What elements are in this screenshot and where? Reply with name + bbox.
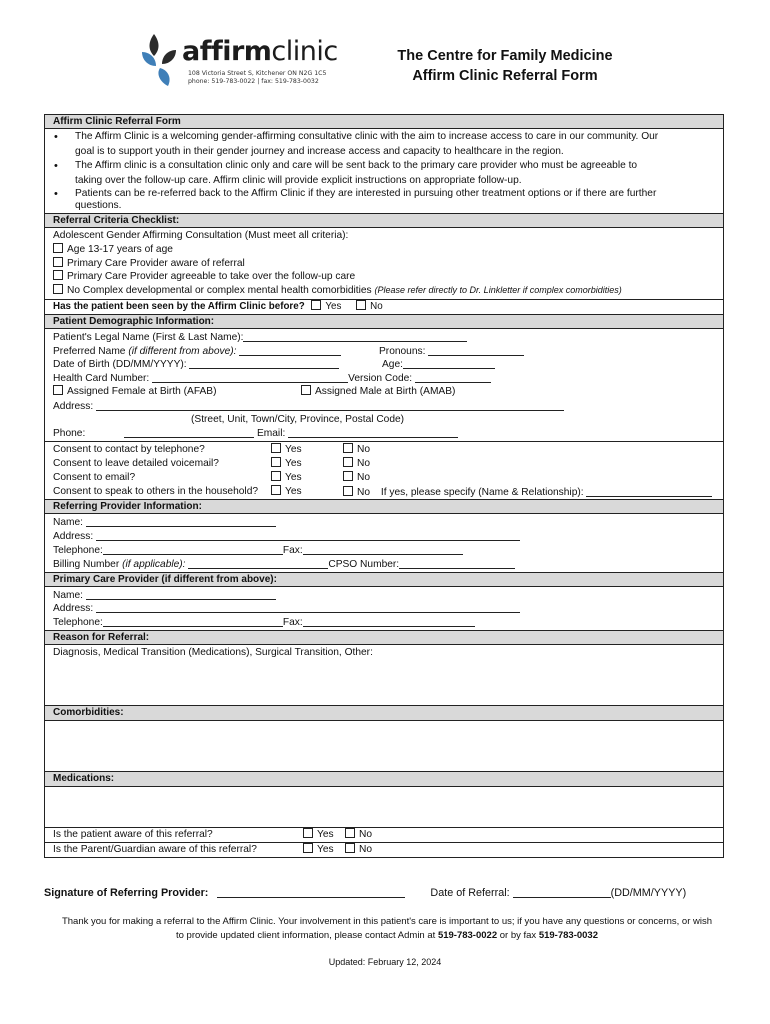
primary-care-heading: Primary Care Provider (if different from above): — [45, 573, 723, 587]
list-item: • Patients can be re-referred back to the Affirm Clinic if they are interested in pursuing other treatment options or if there are further questions. — [69, 188, 715, 212]
criteria-heading: Referral Criteria Checklist: — [45, 214, 723, 228]
address-hint: (Street, Unit, Town/City, Province, Postal Code) — [191, 413, 405, 425]
no-label: No — [359, 843, 373, 855]
comorbidities-section — [44, 705, 724, 771]
seen-before-yes-checkbox[interactable] — [311, 300, 321, 310]
yes-label: Yes — [285, 485, 302, 497]
consent-telephone-label: Consent to contact by telephone? — [53, 444, 205, 456]
no-label: No — [357, 444, 371, 456]
version-code-field[interactable] — [415, 371, 491, 383]
logo-address: 108 Victoria Street S, Kitchener ON N2G 1C5 phone: 519-783-0022 | fax: 519-783-0032 — [188, 70, 327, 85]
primary-address-field[interactable] — [96, 601, 520, 613]
patient-aware-no-checkbox[interactable] — [345, 828, 355, 838]
dob-field[interactable] — [189, 357, 339, 369]
primary-fax-label: Fax: — [282, 617, 303, 629]
pronouns-field[interactable] — [428, 344, 524, 356]
consent-household-no-checkbox[interactable] — [343, 486, 353, 496]
patient-email-field[interactable] — [288, 426, 458, 438]
amab-checkbox[interactable] — [301, 385, 311, 395]
signature-row — [44, 886, 744, 899]
referral-date-field[interactable] — [513, 886, 611, 898]
health-card-label: Health Card Number: — [53, 373, 150, 385]
medications-section — [44, 771, 724, 827]
afab-label: Assigned Female at Birth (AFAB) — [67, 385, 217, 397]
yes-label: Yes — [285, 471, 302, 483]
age-label: Age: — [382, 359, 403, 371]
primary-name-label: Name: — [53, 589, 84, 601]
consent-section — [44, 441, 724, 499]
reason-text-area[interactable] — [45, 645, 723, 705]
medications-text-area[interactable] — [45, 787, 723, 827]
referring-fax-field[interactable] — [303, 543, 463, 555]
referring-telephone-label: Telephone: — [53, 544, 103, 556]
no-comorbidities-label: No Complex developmental or complex mental health comorbidities — [67, 285, 372, 297]
comorbidities-text-area[interactable] — [45, 721, 723, 771]
afab-checkbox[interactable] — [53, 385, 63, 395]
referring-address-label: Address: — [53, 531, 94, 543]
referring-telephone-field[interactable] — [103, 543, 283, 555]
health-card-field[interactable] — [152, 371, 348, 383]
pcp-agreeable-checkbox[interactable] — [53, 270, 63, 280]
referring-name-label: Name: — [53, 517, 84, 529]
yes-label: Yes — [285, 444, 302, 456]
date-format-hint: (DD/MM/YYYY) — [610, 887, 687, 899]
billing-number-field[interactable] — [188, 557, 328, 569]
criteria-intro: Adolescent Gender Affirming Consultation (Must meet all criteria): — [53, 230, 349, 241]
logo-wordmark: affirmclinic — [182, 36, 338, 67]
thank-you-note: Thank you for making a referral to the Affirm Clinic. Your involvement in this patient's care is important to us; if you have any questions or concerns, or wish to provide updated client information, please contact Admin at 519-783-0022 or by fax 519-783-0032 — [61, 916, 713, 941]
intro-heading: Affirm Clinic Referral Form — [45, 115, 723, 129]
dob-label: Date of Birth (DD/MM/YYYY): — [53, 359, 187, 371]
yes-label: Yes — [317, 828, 334, 840]
seen-before-section — [44, 299, 724, 314]
list-item: • The Affirm Clinic is a welcoming gender-affirming consultative clinic with the aim to increase access to care in our community. Our goal is to support youth in their gender journey and increase access and capacity to healthcare in the region. — [69, 130, 715, 159]
referring-fax-label: Fax: — [282, 544, 303, 556]
patient-phone-label: Phone: — [53, 428, 86, 440]
age-criterion-label: Age 13-17 years of age — [67, 243, 173, 255]
billing-note: (if applicable): — [122, 558, 186, 570]
patient-address-field[interactable] — [96, 399, 564, 411]
pcp-aware-label: Primary Care Provider aware of referral — [67, 257, 245, 269]
referring-provider-section — [44, 499, 724, 571]
patient-aware-label: Is the patient aware of this referral? — [53, 828, 213, 840]
household-specify-field[interactable] — [586, 485, 712, 497]
cpso-label: CPSO Number: — [328, 558, 400, 570]
referral-form — [44, 114, 724, 858]
referring-provider-heading: Referring Provider Information: — [45, 500, 723, 514]
legal-name-field[interactable] — [243, 330, 467, 342]
consent-voicemail-yes-checkbox[interactable] — [271, 457, 281, 467]
household-specify-label: If yes, please specify (Name & Relationship): — [380, 486, 584, 498]
primary-telephone-label: Telephone: — [53, 617, 103, 629]
intro-bullets — [53, 130, 715, 212]
no-label: No — [370, 300, 383, 312]
reason-prompt: Diagnosis, Medical Transition (Medications), Surgical Transition, Other: — [53, 646, 373, 658]
no-label: No — [357, 486, 371, 498]
logo-mark-icon — [138, 32, 182, 90]
yes-label: Yes — [317, 843, 334, 855]
patient-heading: Patient Demographic Information: — [45, 315, 723, 329]
guardian-aware-no-checkbox[interactable] — [345, 843, 355, 853]
yes-label: Yes — [285, 457, 302, 469]
consent-email-label: Consent to email? — [53, 471, 136, 483]
legal-name-label: Patient's Legal Name (First & Last Name): — [53, 331, 244, 343]
referring-name-field[interactable] — [86, 515, 276, 527]
consent-voicemail-no-checkbox[interactable] — [343, 457, 353, 467]
version-code-label: Version Code: — [348, 373, 413, 385]
guardian-aware-label: Is the Parent/Guardian aware of this referral? — [53, 843, 257, 855]
amab-label: Assigned Male at Birth (AMAB) — [315, 385, 456, 397]
page-title: The Centre for Family Medicine Affirm Clinic Referral Form — [397, 48, 613, 84]
consent-telephone-no-checkbox[interactable] — [343, 443, 353, 453]
billing-number-label: Billing Number — [53, 558, 120, 570]
no-label: No — [359, 828, 373, 840]
reason-heading: Reason for Referral: — [45, 631, 723, 645]
primary-name-field[interactable] — [86, 588, 276, 600]
age-field[interactable] — [403, 357, 495, 369]
awareness-section — [44, 827, 724, 842]
primary-telephone-field[interactable] — [103, 615, 283, 627]
patient-phone-field[interactable] — [124, 426, 254, 438]
updated-date: Updated: February 12, 2024 — [328, 957, 442, 967]
consent-household-yes-checkbox[interactable] — [271, 485, 281, 495]
preferred-name-field[interactable] — [239, 344, 341, 356]
seen-before-question: Has the patient been seen by the Affirm Clinic before? — [53, 300, 305, 312]
guardian-awareness-section — [44, 842, 724, 858]
referral-date-label: Date of Referral: — [430, 887, 510, 899]
comorbidities-heading: Comorbidities: — [45, 706, 723, 721]
signature-label: Signature of Referring Provider: — [44, 887, 209, 899]
consent-household-label: Consent to speak to others in the household? — [53, 485, 259, 497]
patient-aware-yes-checkbox[interactable] — [303, 828, 313, 838]
consent-email-no-checkbox[interactable] — [343, 471, 353, 481]
guardian-aware-yes-checkbox[interactable] — [303, 843, 313, 853]
primary-address-label: Address: — [53, 603, 94, 615]
yes-label: Yes — [325, 300, 342, 312]
consent-voicemail-label: Consent to leave detailed voicemail? — [53, 457, 219, 469]
primary-fax-field[interactable] — [303, 615, 475, 627]
patient-section — [44, 314, 724, 441]
no-comorbidities-checkbox[interactable] — [53, 284, 63, 294]
pcp-aware-checkbox[interactable] — [53, 257, 63, 267]
no-label: No — [357, 457, 371, 469]
pronouns-label: Pronouns: — [379, 345, 426, 357]
primary-care-section — [44, 572, 724, 630]
no-label: No — [357, 471, 371, 483]
intro-section — [44, 114, 724, 213]
criteria-section — [44, 213, 724, 299]
comorbidities-note: (Please refer directly to Dr. Linkletter if complex comorbidities) — [374, 285, 622, 296]
consent-telephone-yes-checkbox[interactable] — [271, 443, 281, 453]
reason-section — [44, 630, 724, 705]
patient-email-label: Email: — [256, 428, 286, 440]
list-item: • The Affirm clinic is a consultation clinic only and care will be sent back to the primary care provider who must be agreeable to taking over the follow-up care. Affirm clinic will provide explicit instructions on appropriate follow-up. — [69, 159, 715, 188]
cpso-field[interactable] — [399, 557, 515, 569]
medications-heading: Medications: — [45, 772, 723, 787]
referring-address-field[interactable] — [96, 529, 520, 541]
affirm-clinic-logo — [138, 32, 338, 92]
pcp-agreeable-label: Primary Care Provider agreeable to take over the follow-up care — [67, 271, 356, 283]
consent-email-yes-checkbox[interactable] — [271, 471, 281, 481]
patient-address-label: Address: — [53, 400, 94, 412]
preferred-name-note: (if different from above): — [128, 345, 237, 357]
preferred-name-label: Preferred Name — [53, 345, 126, 357]
seen-before-no-checkbox[interactable] — [356, 300, 366, 310]
signature-field[interactable] — [217, 886, 405, 898]
age-checkbox[interactable] — [53, 243, 63, 253]
